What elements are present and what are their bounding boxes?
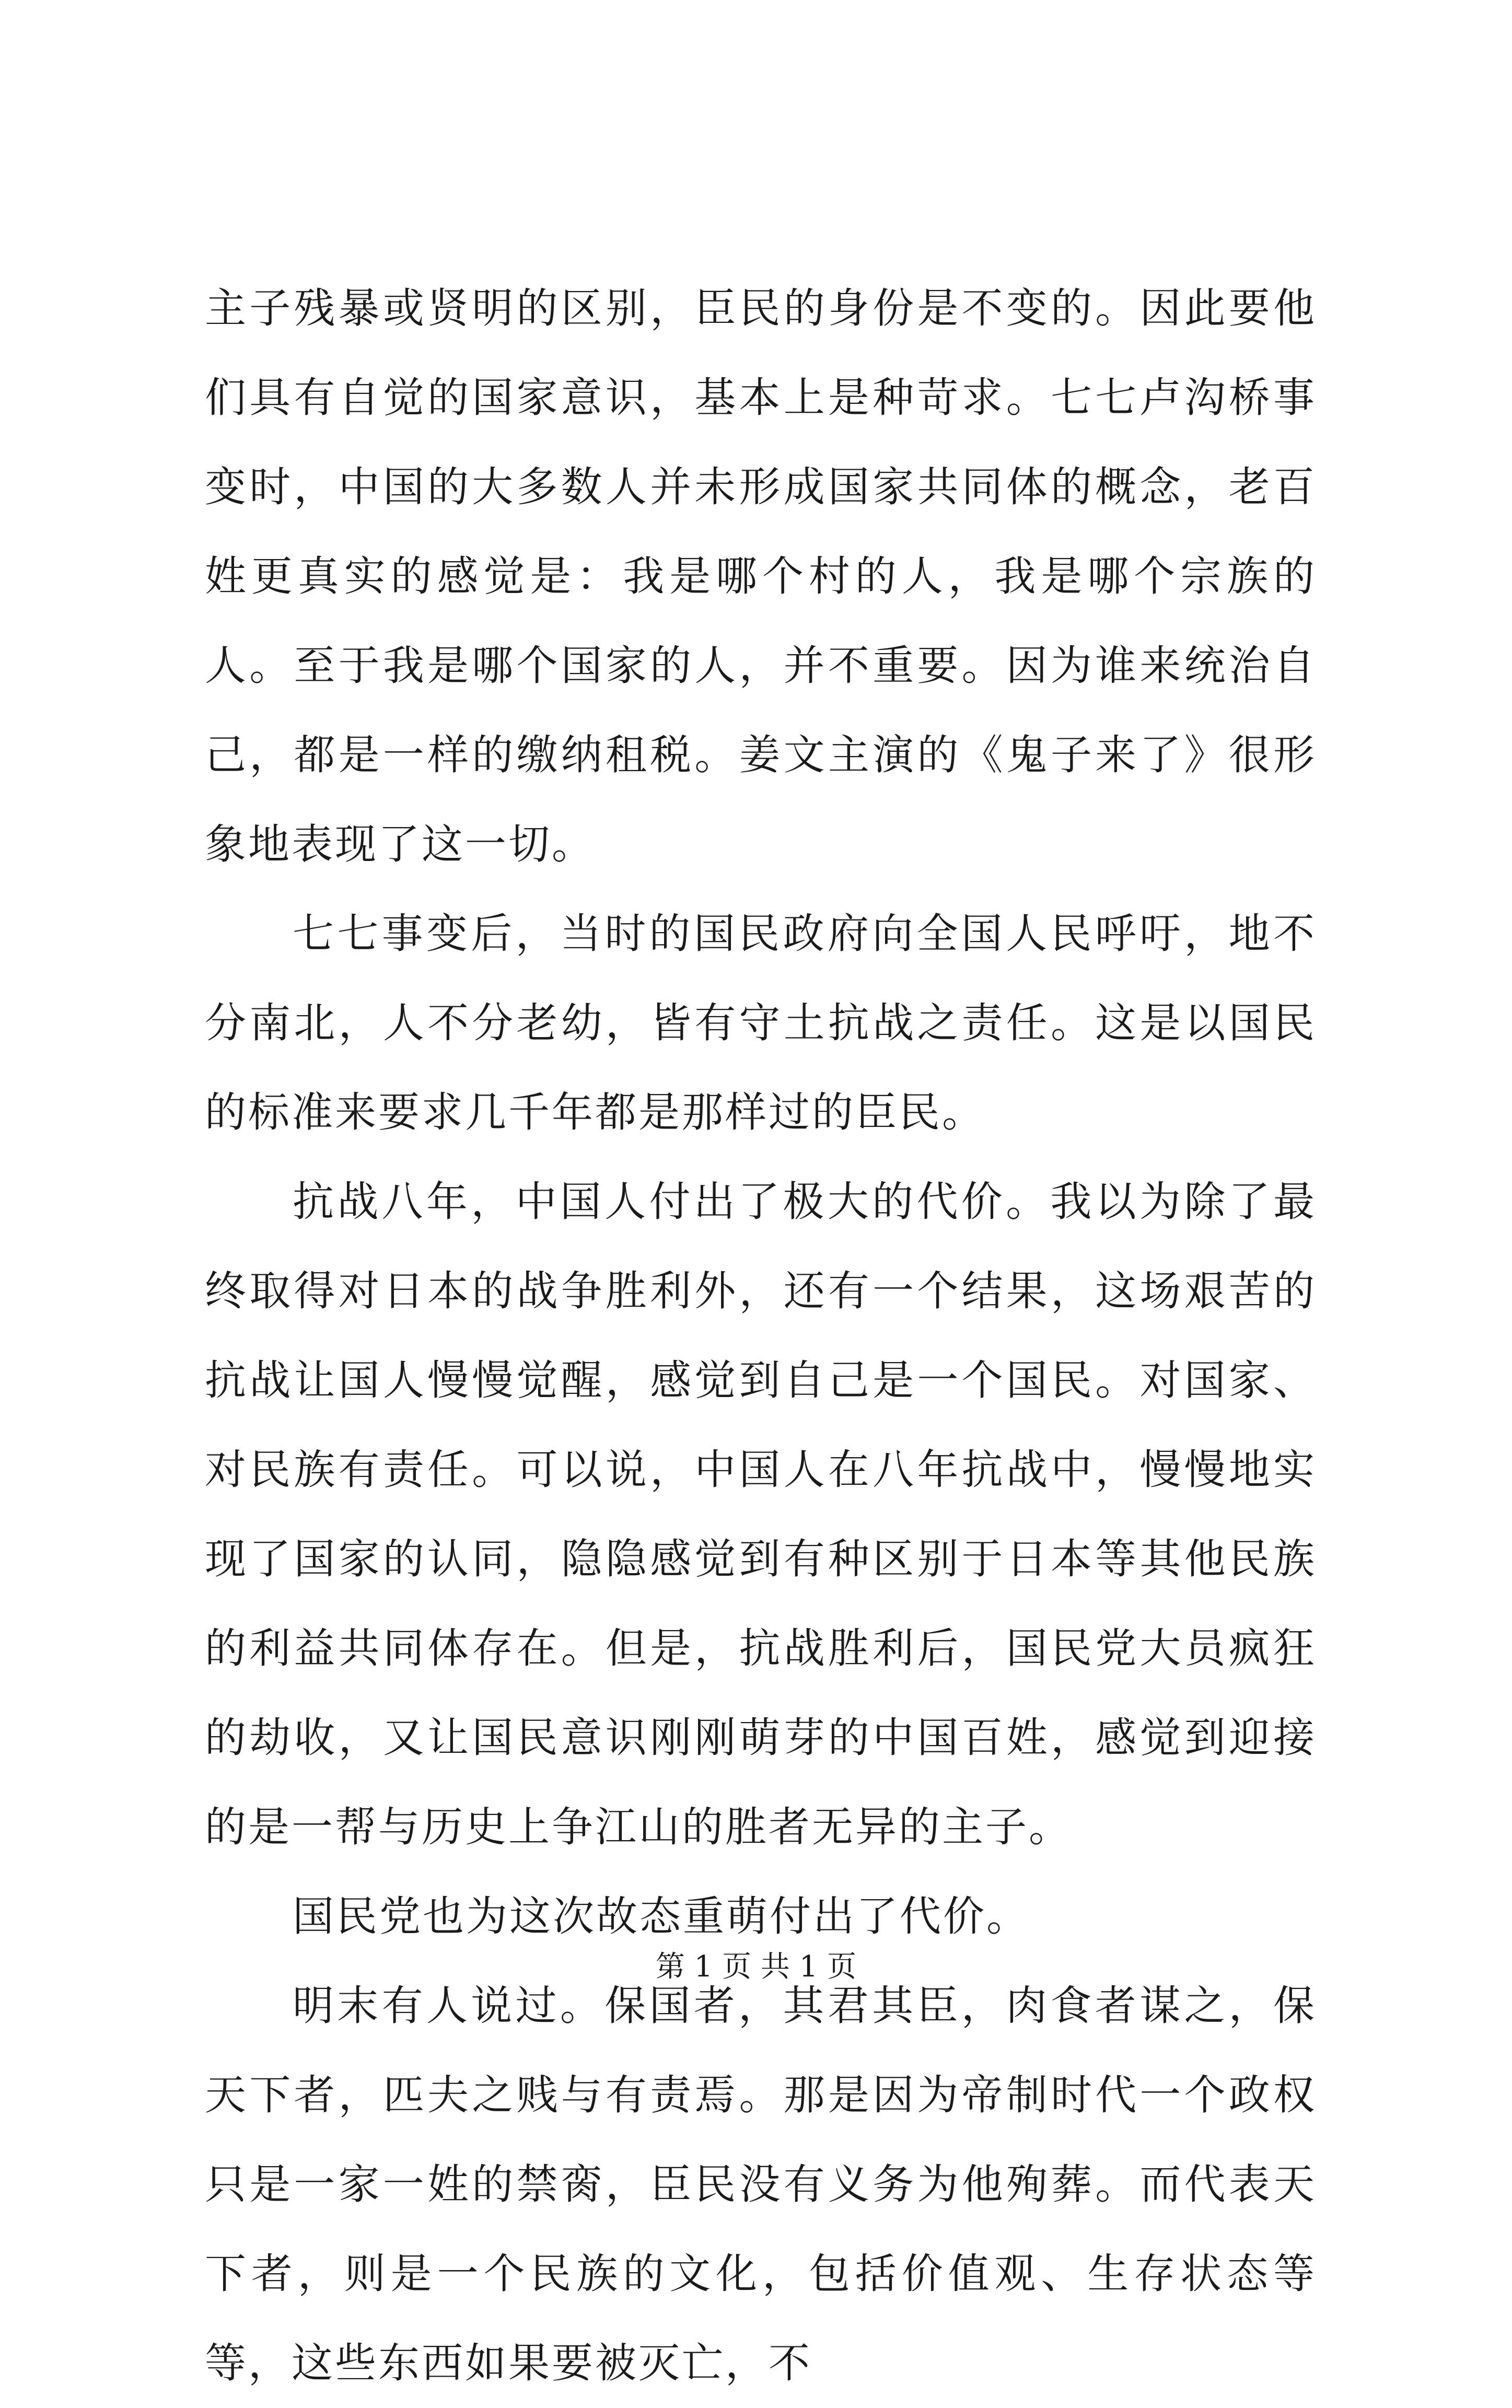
paragraph: 抗战八年，中国人付出了极大的代价。我以为除了最终取得对日本的战争胜利外，还有一个结果，这场艰苦的抗战让国人慢慢觉醒，感觉到自己是一个国民。对国家、对民族有责任。可以说，中国人在八年抗战中，慢慢地实现了国家的认同，隐隐感觉到有种区别于日本等其他民族的利益共同体存在。但是，抗战胜利后，国民党大员疯狂的劫收，又让国民意识刚刚萌芽的中国百姓，感觉到迎接的是一帮与历史上争江山的胜者无异的主子。 (205, 1178, 1317, 1851)
paragraph: 明末有人说过。保国者，其君其臣，肉食者谋之，保天下者，匹夫之贱与有责焉。那是因为帝制时代一个政权只是一家一姓的禁脔，臣民没有义务为他殉葬。而代表天下者，则是一个民族的文化，包括价值观、生存状态等等，这些东西如果要被灭亡，不 (205, 1982, 1317, 2387)
paragraph: 国民党也为这次故态重萌付出了代价。 (293, 1892, 1030, 1940)
paragraph-continuation: 主子残暴或贤明的区别，臣民的身份是不变的。因此要他们具有自觉的国家意识，基本上是种苛求。七七卢沟桥事变时，中国的大多数人并未形成国家共同体的概念，老百姓更真实的感觉是：我是哪个村的人，我是哪个宗族的人。至于我是哪个国家的人，并不重要。因为谁来统治自己，都是一样的缴纳租税。姜文主演的《鬼子来了》很形象地表现了这一切。 (205, 284, 1317, 868)
paragraph: 七七事变后，当时的国民政府向全国人民呼吁，地不分南北，人不分老幼，皆有守土抗战之责任。这是以国民的标准来要求几千年都是那样过的臣民。 (205, 910, 1317, 1136)
page-footer: 第 1 页 共 1 页 (655, 1950, 857, 1984)
document-body (205, 264, 1317, 2408)
